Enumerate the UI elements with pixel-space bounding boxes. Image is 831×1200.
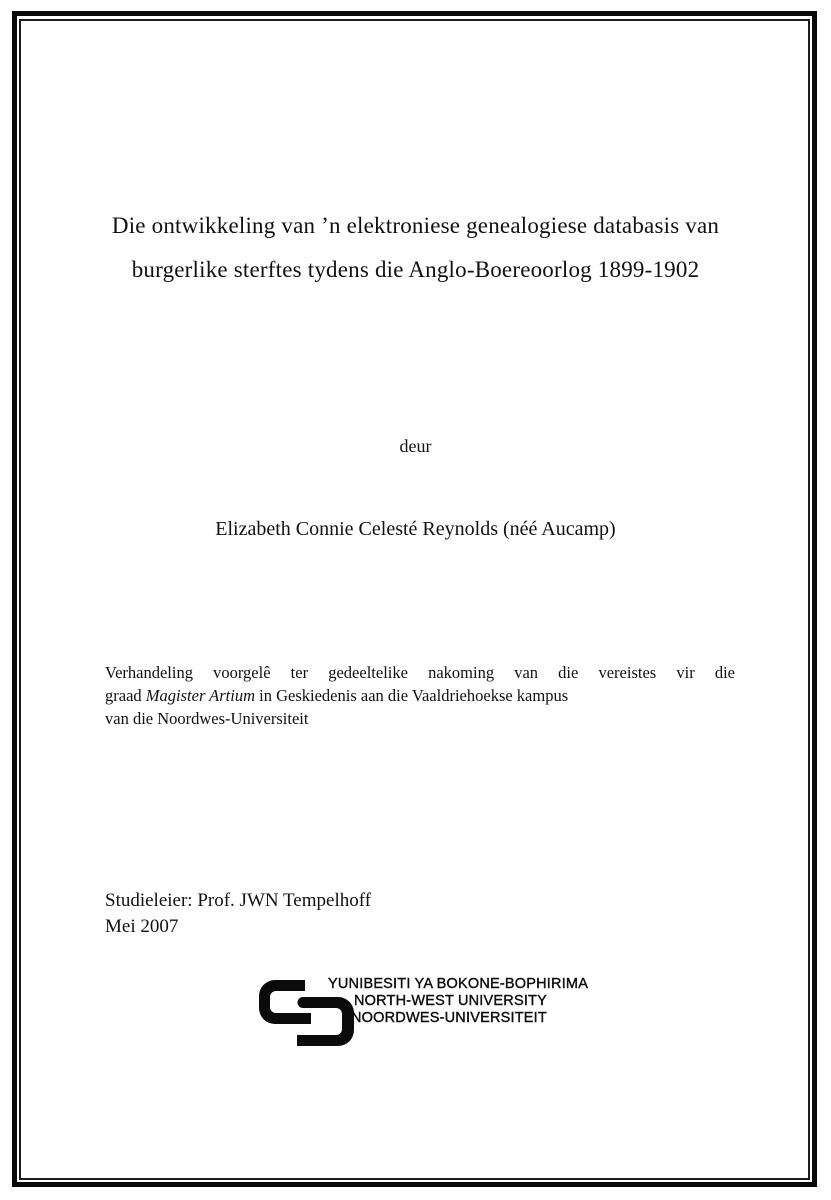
submission-line1: Verhandeling voorgelê ter gedeeltelike nakoming van die vereistes vir die [105,663,735,682]
logo-text-english: NORTH-WEST UNIVERSITY [354,993,547,1009]
thesis-title-line1: Die ontwikkeling van ’n elektroniese genealogiese databasis van [111,213,720,238]
submission-line3: van die Noordwes-Universiteit [105,709,309,728]
submission-line2-pre: graad [105,686,146,705]
supervisor-block [105,888,371,940]
submission-line2-post: in Geskiedenis aan die Vaaldriehoekse kampus [255,686,569,705]
submission-line2 [105,684,735,707]
date-line: Mei 2007 [105,916,179,937]
byline-preposition: deur [399,436,432,456]
logo-text-afrikaans: NOORDWES-UNIVERSITEIT [351,1010,547,1026]
thesis-title-line2: burgerlike sterftes tydens die Anglo-Boereoorlog 1899-1902 [131,257,700,282]
supervisor-line: Studieleier: Prof. JWN Tempelhoff [105,890,372,911]
thesis-title [0,204,831,292]
logo-text-setswana: YUNIBESITI YA BOKONE-BOPHIRIMA [328,976,589,992]
author-name: Elizabeth Connie Celesté Reynolds (néé Aucamp) [215,518,616,540]
degree-name: Magister Artium [145,686,256,705]
submission-statement [105,661,735,730]
